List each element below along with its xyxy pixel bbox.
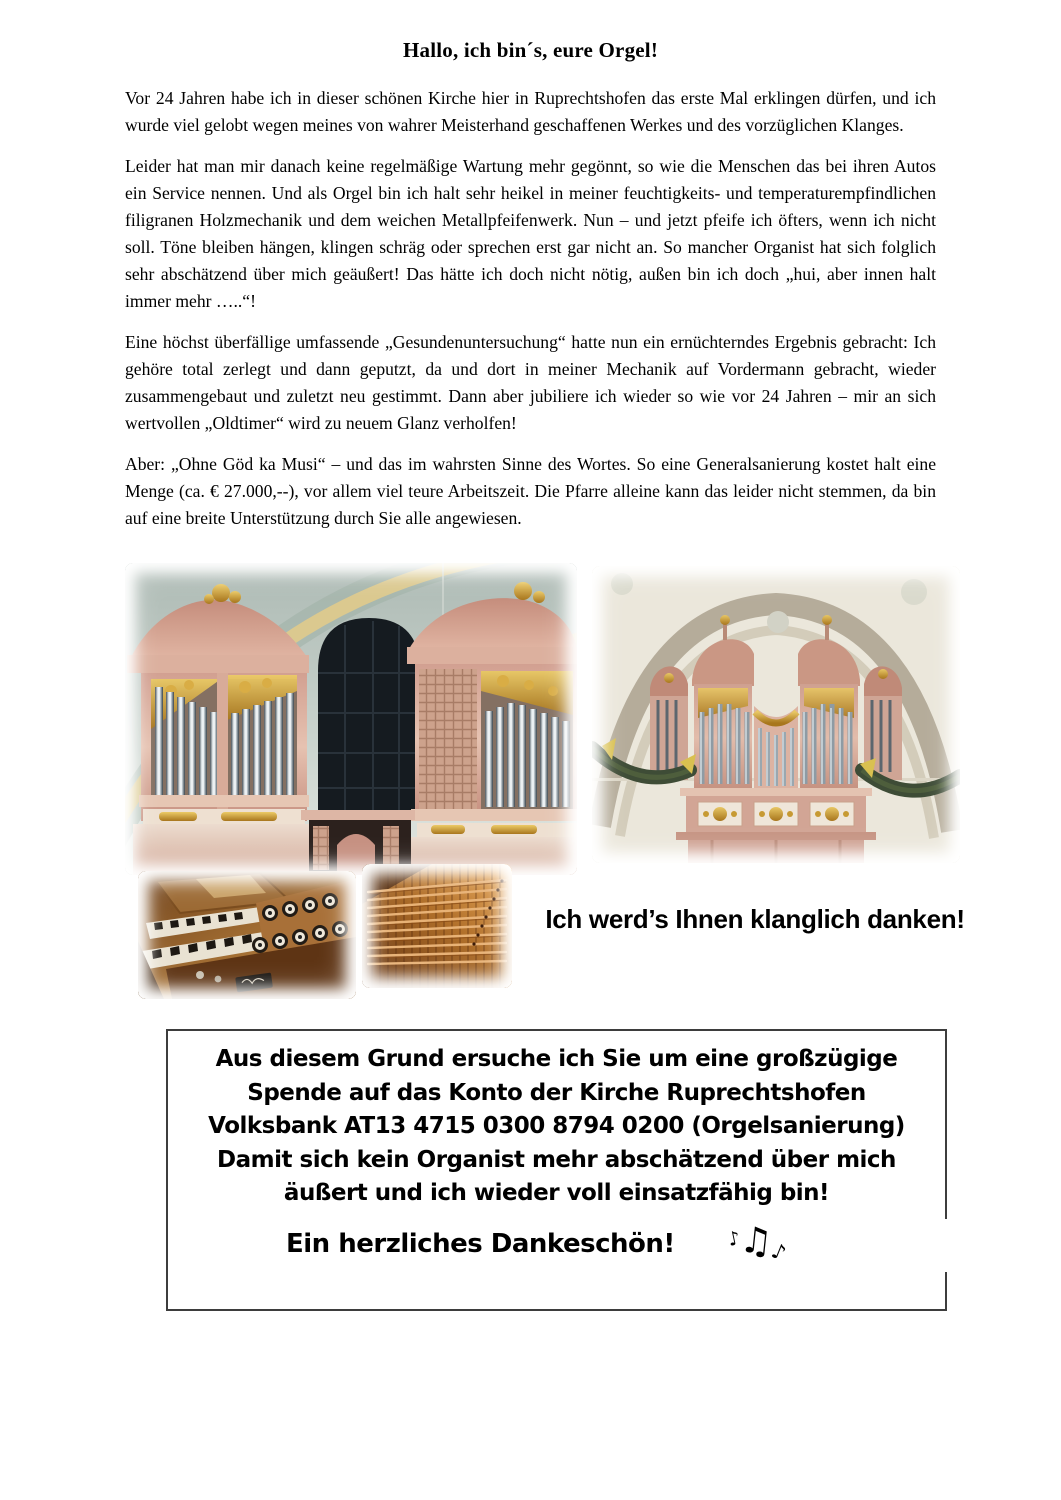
organ-side-view-illustration [125,563,577,875]
organ-console-photo [138,871,356,999]
donation-line: Spende auf das Konto der Kirche Ruprechtshofen [247,1079,866,1106]
page-title: Hallo, ich bin´s, eure Orgel! [402,38,659,62]
paragraph-kosten: Aber: „Ohne Göd ka Musi“ – und das im wahrsten Sinne des Wortes. So eine Generalsanierung kostet halt eine Menge (ca. € 27.000,--), vor allem viel teure Arbeitszeit. Die Pfarre alleine kann das leider nicht stemmen, da bin auf eine breite Unterstützung durch Sie alle angewiesen. [125,454,936,528]
donation-line: Damit sich kein Organist mehr abschätzend über mich [217,1146,896,1173]
eighth-note-icon: ♪ [725,1226,743,1251]
eighth-note-icon: ♪ [768,1237,790,1266]
donation-line-iban: Volksbank AT13 4715 0300 8794 0200 (Orgelsanierung) [208,1113,905,1139]
paragraph-untersuchung: Eine höchst überfällige umfassende „Gesundenuntersuchung“ hatte nun ein ernüchterndes Ergebnis gebracht: Ich gehöre total zerlegt und dann geputzt, da und dort in meiner Mechanik auf Vordermann gebracht, wieder zusammengebaut und zuletzt neu gestimmt. Dann aber jubiliere ich wieder so wie vor 24 Jahren – mir an sich wertvollen „Oldtimer“ wird zu neuem Glanz verholfen! [125,332,936,433]
donation-line: Aus diesem Grund ersuche ich Sie um eine großzügige [215,1046,898,1072]
organ-front-view-illustration [592,566,960,863]
organ-tracker-illustration [362,864,512,988]
thanks-text: Ein herzliches Dankeschön! [286,1228,675,1259]
organ-tracker-action-photo [362,864,512,988]
paragraph-wartung: Leider hat man mir danach keine regelmäßige Wartung mehr gegönnt, so wie die Menschen das bei ihren Autos ein Service nennen. Und als Orgel bin ich halt sehr heikel in meiner feuchtigkeits- und temperaturempfindlichen filigranen Holzmechanik und dem weichen Metallpfeifenwerk. Nun – und jetzt pfeife ich öfters, wenn ich nicht soll. Töne bleiben hängen, klingen schräg oder sprechen erst gar nicht an. So mancher Organist hat sich folglich sehr abschätzend über mich geäußert! Das hätte ich doch nicht nötig, außen bin ich doch „hui, aber innen halt immer mehr …..“! [125,156,936,311]
organ-front-view-photo [592,566,960,863]
slogan-text: Ich werd’s Ihnen klanglich danken! [545,904,965,934]
paragraph-intro: Vor 24 Jahren habe ich in dieser schönen Kirche hier in Ruprechtshofen das erste Mal erklingen dürfen, und ich wurde viel gelobt wegen meines von wahrer Meisterhand geschaffenen Werkes und des vorzüglichen Klanges. [125,88,936,135]
border-gap-overlay [941,1219,948,1272]
donation-line: äußert und ich wieder voll einsatzfähig bin! [283,1180,830,1206]
organ-side-view-photo [125,563,577,875]
thanks-row [168,1218,945,1269]
organ-console-illustration [138,871,356,999]
beamed-notes-icon: ♫ [738,1218,775,1264]
music-notes-icon [725,1218,790,1266]
donation-box [166,1029,947,1311]
photo-collage [0,549,1061,1004]
